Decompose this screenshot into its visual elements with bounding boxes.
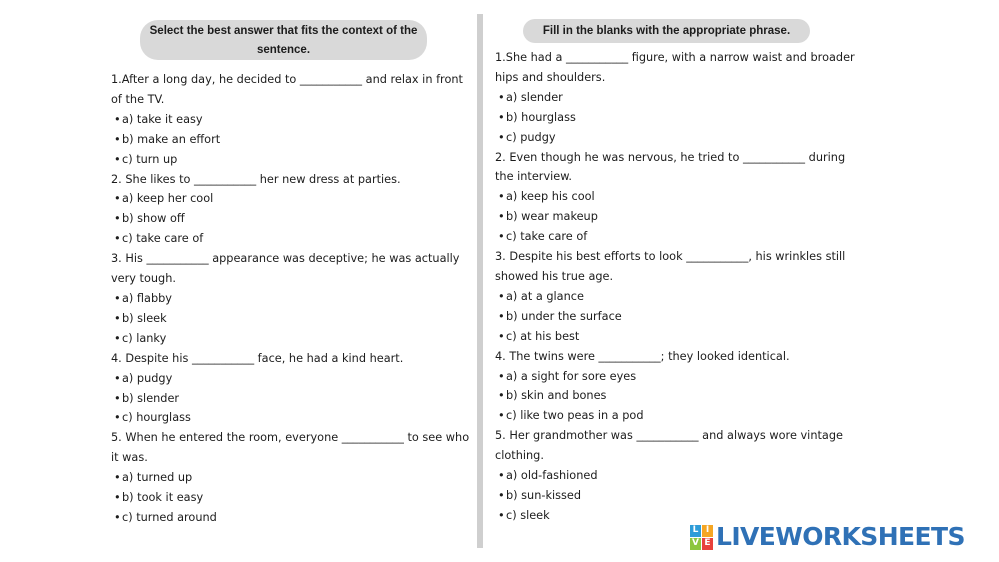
bullet-icon: • [498,230,505,244]
option-label: a) keep her cool [122,192,214,206]
bullet-icon: • [498,110,505,124]
right-question-1-stem: 1.She had a ___________ figure, with a narrow waist and broader hips and shoulders. [495,51,855,84]
right-question-5-stem: 5. Her grandmother was ___________ and always wore vintage clothing. [495,429,843,463]
liveworksheets-logo[interactable] [690,522,965,552]
bullet-icon: • [114,311,121,325]
bullet-icon: • [114,411,121,425]
option-label: a) keep his cool [506,190,595,204]
bullet-icon: • [498,90,505,104]
left-question-2-stem: 2. She likes to ___________ her new dress at parties. [111,172,401,186]
bullet-icon: • [498,289,505,303]
option-label: b) slender [122,391,180,405]
bullet-icon: • [498,190,505,204]
right-question-5-option[interactable] [495,466,855,486]
option-label: c) lanky [122,331,167,345]
bullet-icon: • [114,371,121,385]
right-question-2-option[interactable] [495,227,855,247]
bullet-icon: • [114,232,121,246]
right-question-3-option[interactable] [495,287,855,307]
left-question-5-option[interactable] [111,488,473,508]
left-question-1-option[interactable] [111,130,473,150]
option-label: c) take care of [122,232,204,246]
bullet-icon: • [498,488,505,502]
right-question-5-option[interactable] [495,486,855,506]
bullet-icon: • [498,210,505,224]
right-question-list [495,48,855,526]
option-label: c) take care of [506,230,588,244]
option-label: b) sleek [122,311,167,325]
option-label: a) pudgy [122,371,173,385]
bullet-icon: • [114,331,121,345]
left-question-1-option[interactable] [111,150,473,170]
left-question-4-stem: 4. Despite his ___________ face, he had a kind heart. [111,351,404,365]
column-divider [477,14,483,548]
option-label: c) hourglass [122,411,191,425]
bullet-icon: • [114,132,121,146]
right-question-4-option[interactable] [495,367,855,387]
bullet-icon: • [498,389,505,403]
option-label: c) like two peas in a pod [506,409,644,423]
left-question-2-option[interactable] [111,209,473,229]
option-label: b) wear makeup [506,210,598,224]
right-question-3-option[interactable] [495,327,855,347]
bullet-icon: • [498,309,505,323]
option-label: c) turn up [122,152,178,166]
logo-mark-letter: V [690,538,701,550]
option-label: c) sleek [506,508,550,522]
logo-mark-letter: L [690,525,701,537]
option-label: a) old-fashioned [506,469,598,483]
logo-mark-icon [690,525,713,550]
left-question-2-option[interactable] [111,229,473,249]
bullet-icon: • [114,391,121,405]
logo-mark-letter: E [702,538,713,550]
left-section-header: Select the best answer that fits the context of the sentence. [140,20,427,60]
left-question-3-option[interactable] [111,329,473,349]
right-section-header: Fill in the blanks with the appropriate phrase. [523,19,810,43]
option-label: b) make an effort [122,132,221,146]
option-label: c) pudgy [506,130,556,144]
left-question-2-option[interactable] [111,189,473,209]
option-label: c) at his best [506,329,580,343]
left-question-1-option[interactable] [111,110,473,130]
bullet-icon: • [114,152,121,166]
bullet-icon: • [114,471,121,485]
logo-mark-letter: I [702,525,713,537]
bullet-icon: • [498,130,505,144]
right-question-1-option[interactable] [495,128,855,148]
bullet-icon: • [498,469,505,483]
right-question-2-option[interactable] [495,207,855,227]
bullet-icon: • [114,192,121,206]
option-label: a) slender [506,90,563,104]
left-question-3-option[interactable] [111,309,473,329]
option-label: b) skin and bones [506,389,607,403]
option-label: b) under the surface [506,309,622,323]
option-label: a) flabby [122,291,172,305]
option-label: b) hourglass [506,110,576,124]
left-question-3-stem: 3. His ___________ appearance was deceptive; he was actually very tough. [111,252,460,286]
bullet-icon: • [114,212,121,226]
right-question-3-stem: 3. Despite his best efforts to look ___________, his wrinkles still showed his true age. [495,250,846,283]
bullet-icon: • [114,291,121,305]
bullet-icon: • [114,510,121,524]
right-question-4-stem: 4. The twins were ___________; they looked identical. [495,349,790,363]
option-label: b) sun-kissed [506,488,582,502]
left-question-4-option[interactable] [111,408,473,428]
right-question-1-option[interactable] [495,88,855,108]
right-question-4-option[interactable] [495,406,855,426]
left-question-list [111,70,473,528]
option-label: a) at a glance [506,289,584,303]
left-question-5-stem: 5. When he entered the room, everyone ___________ to see who it was. [111,431,470,465]
logo-text: LIVEWORKSHEETS [716,522,965,551]
option-label: b) took it easy [122,491,204,505]
right-question-2-stem: 2. Even though he was nervous, he tried to ___________ during the interview. [495,150,846,184]
right-question-1-option[interactable] [495,108,855,128]
bullet-icon: • [498,409,505,423]
bullet-icon: • [498,369,505,383]
left-question-5-option[interactable] [111,508,473,528]
bullet-icon: • [114,491,121,505]
right-question-4-option[interactable] [495,386,855,406]
option-label: c) turned around [122,510,217,524]
option-label: b) show off [122,212,185,226]
bullet-icon: • [498,329,505,343]
option-label: a) turned up [122,471,193,485]
left-question-1-stem: 1.After a long day, he decided to ___________ and relax in front of the TV. [111,73,463,106]
left-question-3-option[interactable] [111,289,473,309]
left-question-5-option[interactable] [111,468,473,488]
bullet-icon: • [114,112,121,126]
option-label: a) a sight for sore eyes [506,369,637,383]
right-question-3-option[interactable] [495,307,855,327]
option-label: a) take it easy [122,112,203,126]
left-question-4-option[interactable] [111,389,473,409]
left-question-4-option[interactable] [111,369,473,389]
bullet-icon: • [498,508,505,522]
right-question-2-option[interactable] [495,187,855,207]
